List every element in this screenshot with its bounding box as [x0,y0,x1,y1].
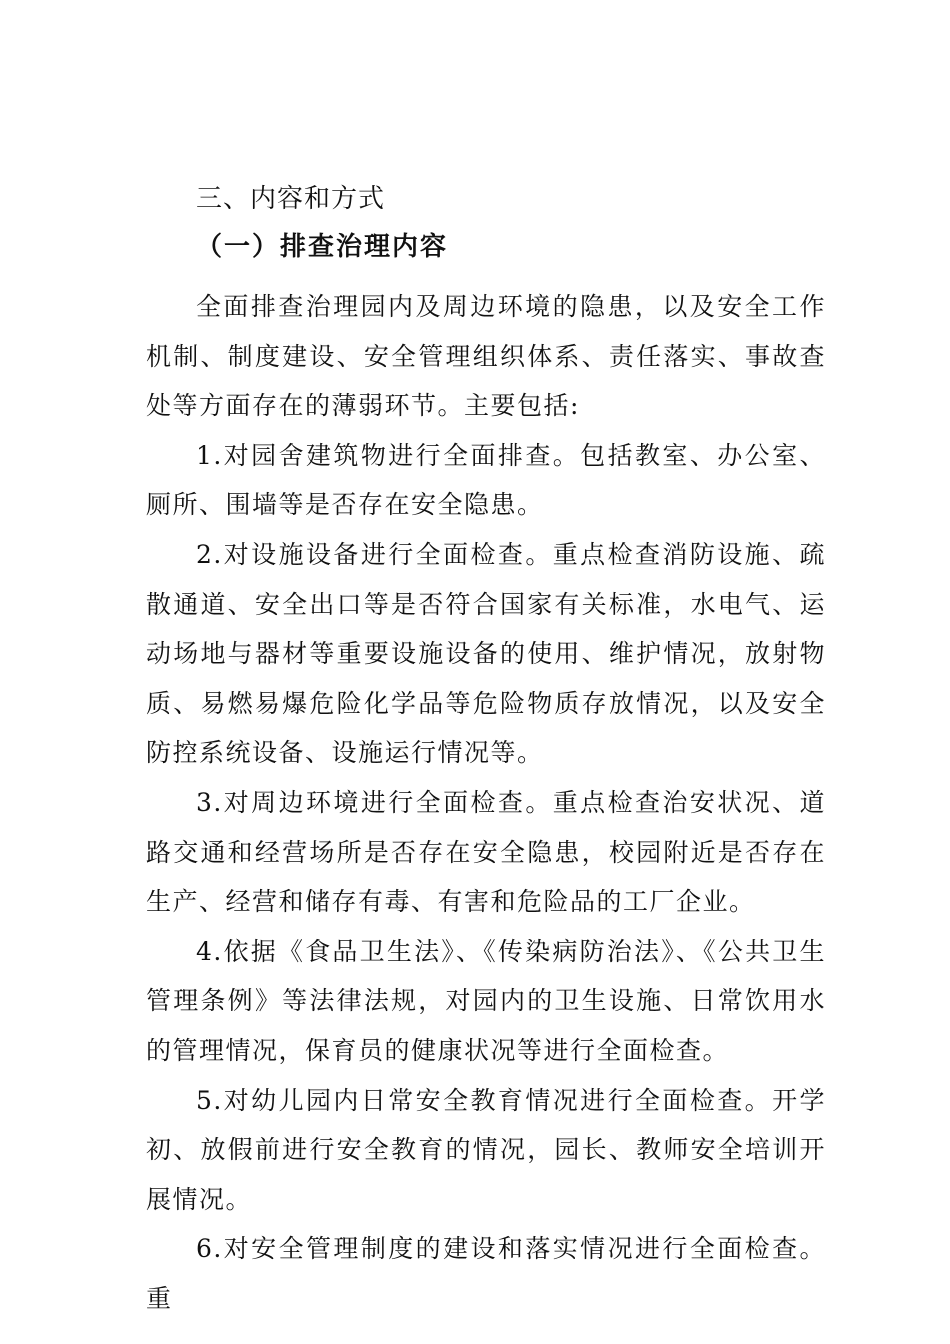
paragraph-intro: 全面排查治理园内及周边环境的隐患，以及安全工作机制、制度建设、安全管理组织体系、责任落实、事故查处等方面存在的薄弱环节。主要包括: [146,292,826,421]
body-text [146,282,826,1323]
paragraph-item-3: 3.对周边环境进行全面检查。重点检查治安状况、道路交通和经营场所是否存在安全隐患，校园附近是否存在生产、经营和储存有毒、有害和危险品的工厂企业。 [146,787,826,917]
section-heading: 三、内容和方式 [196,184,386,214]
sub-heading: （一）排查治理内容 [196,232,449,262]
paragraph-item-1: 1.对园舍建筑物进行全面排查。包括教室、办公室、厕所、围墙等是否存在安全隐患。 [146,440,826,520]
paragraph-item-2: 2.对设施设备进行全面检查。重点检查消防设施、疏散通道、安全出口等是否符合国家有关标准，水电气、运动场地与器材等重要设施设备的使用、维护情况，放射物质、易燃易爆危险化学品等危险物质存放情况，以及安全防控系统设备、设施运行情况等。 [146,539,826,768]
paragraph-item-6: 6.对安全管理制度的建设和落实情况进行全面检查。重 [146,1234,826,1313]
paragraph-item-4: 4.依据《食品卫生法》、《传染病防治法》、《公共卫生管理条例》等法律法规，对园内的卫生设施、日常饮用水的管理情况，保育员的健康状况等进行全面检查。 [146,936,826,1065]
paragraph-item-5: 5.对幼儿园内日常安全教育情况进行全面检查。开学初、放假前进行安全教育的情况，园长、教师安全培训开展情况。 [146,1085,826,1214]
